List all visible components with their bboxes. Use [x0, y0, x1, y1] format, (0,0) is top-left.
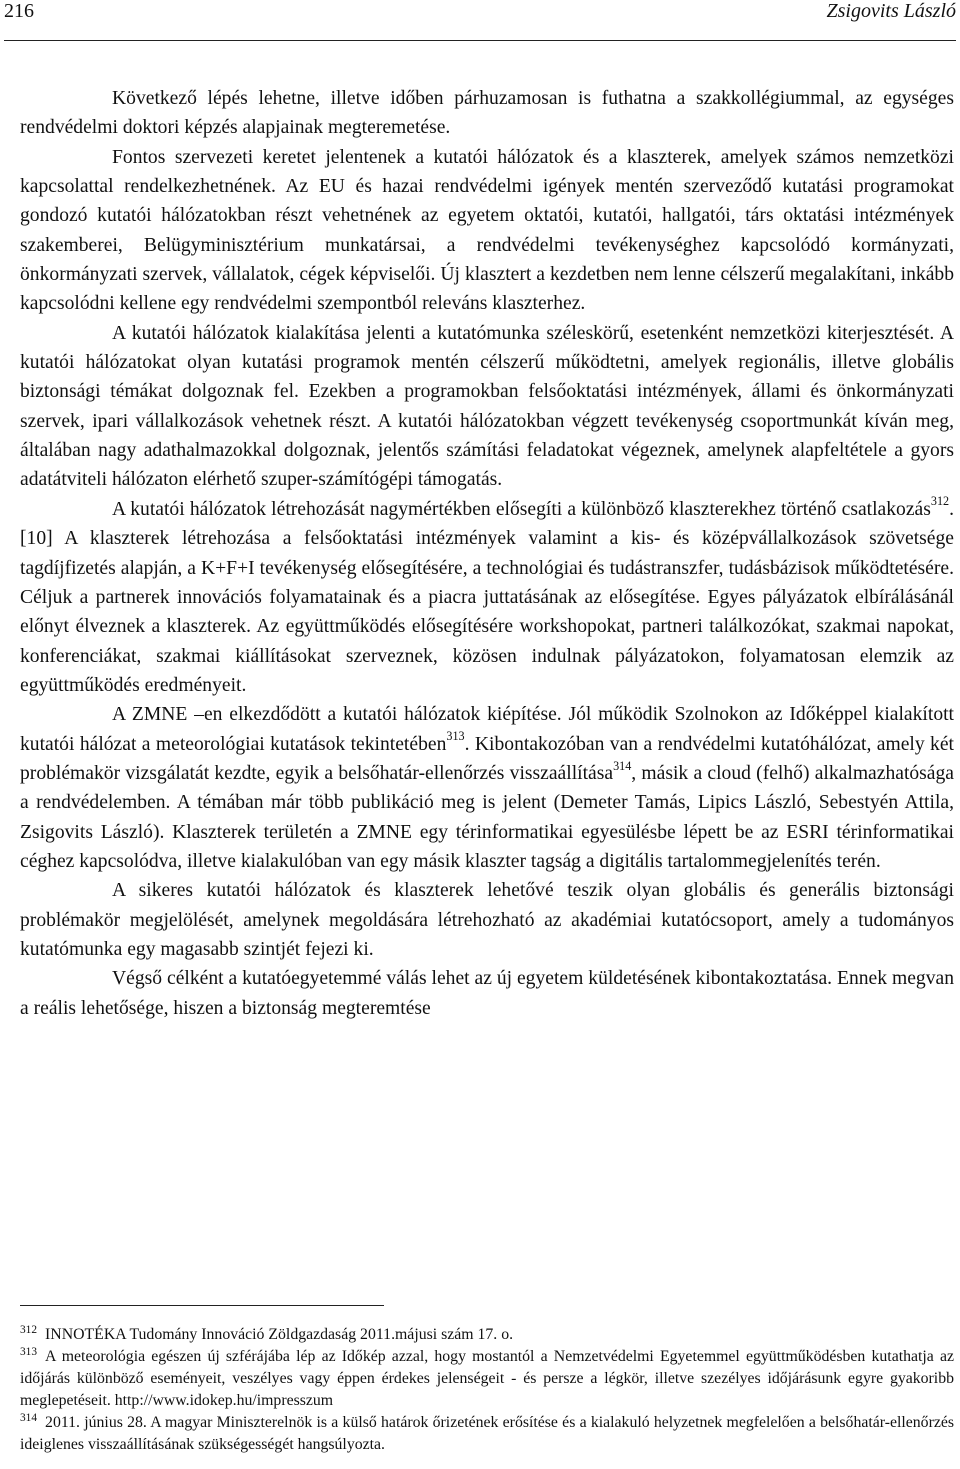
footnote-text: 2011. június 28. A magyar Miniszterelnök is a külső határok őrizetének erősítése és a kialakuló helyzetnek megfelelően a belsőhatár-ellenőrzés ideiglenes visszaállításának szükségességét hangsúlyozta. [20, 1414, 954, 1453]
paragraph-4-part-a: A kutatói hálózatok létrehozását nagymértékben elősegíti a különböző klaszterekhez történő csatlakozás [112, 498, 931, 520]
paragraph-5 [20, 700, 954, 876]
paragraph-4-part-b: . [10] A klaszterek létrehozása a felsőoktatási intézmények valamint a kis- és középvállalkozások szövetsége tagdíjfizetés alapján, a K+F+I tevékenység elősegítésére, a technológiai és tudástranszfer, tudásbázisok működtetésére. Céljuk a partnerek innovációs folyamatainak és a piacra juttatásának az elősegítése. Egyes pályázatok elbírálásánál előnyt élveznek a klaszterek. Az együttműködés elősegítésére workshopokat, partneri találkozókat, szakmai napokat, konferenciákat, szakmai kiállításokat szerveznek, közösen indulnak pályázatokon, folyamatosan elemzik az együttműködés eredményeit. [20, 498, 954, 696]
footnote-ref-314: 314 [613, 758, 632, 773]
footnote-number: 312 [20, 1323, 38, 1336]
footnote-number: 313 [20, 1345, 38, 1358]
paragraph-5-part-a: A ZMNE –en elkezdődött a kutatói hálózatok kiépítése. Jól működik Szolnokon az Időképpel kialakított kutatói hálózat a meteorológiai kutatások tekintetében [20, 704, 954, 755]
footnote-313 [20, 1346, 954, 1412]
running-header [4, 0, 956, 41]
footnote-312 [20, 1324, 954, 1346]
page-number: 216 [4, 0, 34, 22]
footnote-separator [20, 1305, 384, 1306]
paragraph-2: Fontos szervezeti keretet jelentenek a kutatói hálózatok és a klaszterek, amelyek számos nemzetközi kapcsolattal rendelkezhetnének. Az EU és hazai rendvédelmi igények mentén szerveződő kutatási programokat gondozó kutatói hálózatokban részt vehetnének az egyetem oktatói, kutatói, hallgatói, társ oktatási intézmények szakemberei, Belügyminisztérium munkatársai, a rendvédelmi tevékenységhez kapcsolódó kormányzati, önkormányzati szervek, vállalatok, cégek képviselői. Új klasztert a kezdetben nem lenne célszerű megalakítani, inkább kapcsolódni kellene egy rendvédelmi szempontból releváns klaszterhez. [20, 146, 954, 315]
paragraph-4 [20, 495, 954, 700]
paragraph-5-part-c: , másik a cloud (felhő) alkalmazhatósága a rendvédelemben. A témában már több publikáció meg is jelent (Demeter Tamás, Lipics László, Sebestyén Attila, Zsigovits László). Klaszterek területén a ZMNE egy térinformatikai egyesülésbe lépett be az ESRI térinformatikai céghez kapcsolódva, illetve kialakulóban van egy másik klaszter tagság a digitális tartalommegjelenítés terén. [20, 762, 954, 872]
footnote-ref-313: 313 [446, 729, 465, 744]
footnote-text: INNOTÉKA Tudomány Innováció Zöldgazdaság 2011.májusi szám 17. o. [45, 1326, 514, 1343]
paragraph-5-part-b: . Kibontakozóban van a rendvédelmi kutatóhálózat, amely két problémakör vizsgálatát kezdte, egyik a belsőhatár-ellenőrzés visszaállítása [20, 733, 954, 784]
footnote-ref-312: 312 [930, 494, 950, 509]
running-author: Zsigovits László [826, 0, 956, 22]
footnote-text: A meteorológia egészen új szférájába lép az Időkép azzal, hogy mostantól a Nemzetvédelmi Egyetemmel együttműködésben kutathatja az időjárás különböző eseményeit, veszélyes vagy éppen érdekes jelenségeit - és persze a légkör, illetve szezélyes időjárásunk egyre gyakoribb meglepetéseit. http://www.idokep.hu/impresszum [20, 1348, 954, 1409]
footnotes [20, 1324, 954, 1456]
footnote-314 [20, 1412, 954, 1456]
paragraph-6: A sikeres kutatói hálózatok és klaszterek lehetővé teszik olyan globális és generális biztonsági problémakör megjelölését, amelynek megoldására létrehozható az akadémiai kutatócsoport, amely a tudományos kutatómunka egy magasabb szintjét fejezi ki. [20, 880, 954, 960]
footnote-number: 314 [20, 1411, 38, 1424]
paragraph-3: A kutatói hálózatok kialakítása jelenti a kutatómunka széleskörű, esetenként nemzetközi kiterjesztését. A kutatói hálózatokat olyan kutatási programok mentén célszerű működtetni, amelyek regionális, illetve globális biztonsági témákat dolgoznak fel. Ezekben a programokban felsőoktatási intézmények, állami és önkormányzati szervek, ipari vállalkozások vehetnek részt. A kutatói hálózatokban végzett tevékenység csoportmunkát kíván meg, általában nagy adathalmazokkal dolgoznak, jelentős számítási feladatokat végeznek, amelynek alapfeltétele a gyors adatátviteli hálózaton elérhető szuper-számítógépi támogatás. [20, 322, 954, 491]
paragraph-7: Végső célként a kutatóegyetemmé válás lehet az új egyetem küldetésének kibontakoztatása. Ennek megvan a reális lehetősége, hiszen a biztonság megteremtése [20, 968, 954, 1019]
main-text [20, 84, 954, 1023]
paragraph-1: Következő lépés lehetne, illetve időben párhuzamosan is futhatna a szakkollégiummal, az egységes rendvédelmi doktori képzés alapjainak megteremetése. [20, 88, 954, 139]
